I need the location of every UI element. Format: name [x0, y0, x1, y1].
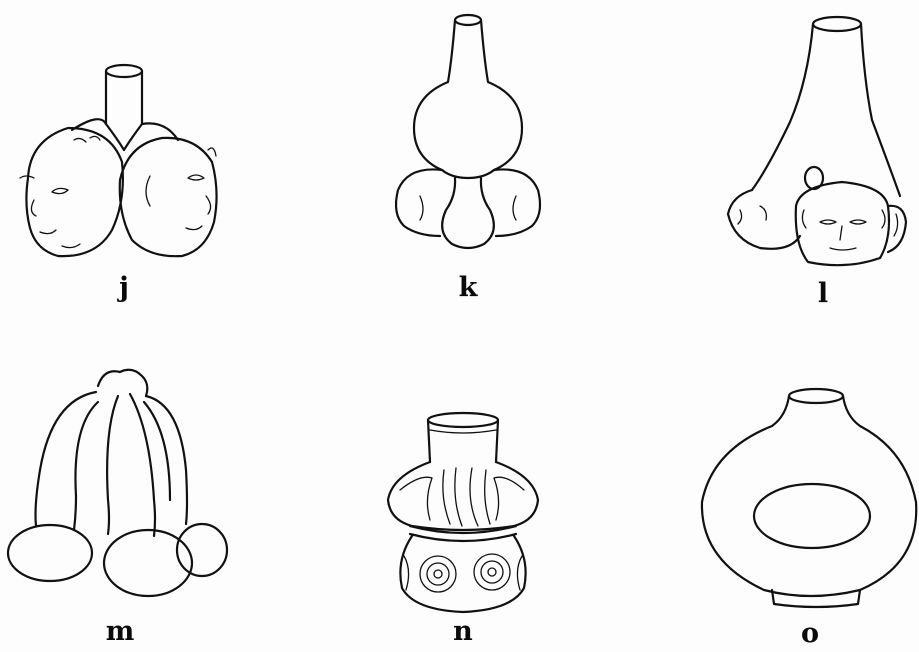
figure-label-o: o [800, 618, 820, 649]
figure-label-m: m [105, 616, 135, 647]
vessel-m-drawing [8, 370, 227, 596]
figure-label-j: j [119, 272, 129, 303]
vessel-n-drawing [388, 413, 538, 612]
vessel-k-drawing [396, 15, 540, 248]
vessel-o-drawing [702, 389, 916, 607]
figure-label-k: k [458, 272, 478, 303]
vessel-l-drawing [728, 17, 906, 265]
figure-label-n: n [453, 616, 473, 647]
vessel-j-drawing [20, 65, 217, 256]
figure-label-l: l [817, 278, 829, 309]
